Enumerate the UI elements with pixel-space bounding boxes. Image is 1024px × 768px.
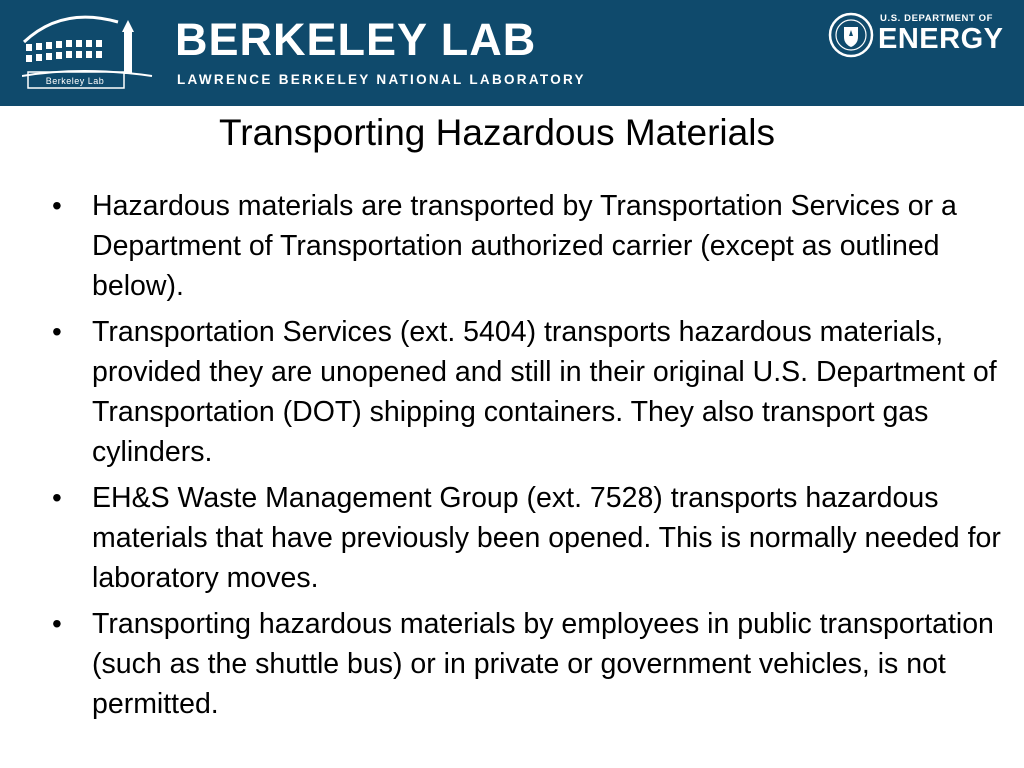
doe-seal-icon bbox=[828, 12, 874, 58]
bullet-dot-icon: • bbox=[52, 608, 62, 639]
bullet-item bbox=[48, 186, 1008, 306]
bullet-item bbox=[48, 604, 1008, 724]
bullet-dot-icon: • bbox=[52, 190, 62, 221]
bullet-text: EH&S Waste Management Group (ext. 7528) transports hazardous materials that have previously been opened. This is normally needed for laboratory moves. bbox=[92, 482, 1001, 594]
bullet-list bbox=[48, 186, 1008, 730]
lab-logo-caption: Berkeley Lab bbox=[45, 76, 105, 86]
bullet-text: Transportation Services (ext. 5404) transports hazardous materials, provided they are unopened and still in their original U.S. Department of Transportation (DOT) shipping containers. They also transport gas cylinders. bbox=[92, 316, 997, 468]
doe-department-label: U.S. DEPARTMENT OF bbox=[880, 13, 994, 24]
lab-subtitle: LAWRENCE BERKELEY NATIONAL LABORATORY bbox=[177, 72, 586, 87]
bullet-text: Hazardous materials are transported by Transportation Services or a Department of Transportation authorized carrier (except as outlined below). bbox=[92, 190, 957, 302]
lab-name: BERKELEY LAB bbox=[175, 14, 537, 65]
header-banner bbox=[0, 0, 1024, 106]
bullet-dot-icon: • bbox=[52, 316, 62, 347]
bullet-item bbox=[48, 478, 1008, 598]
bullet-text: Transporting hazardous materials by employees in public transportation (such as the shuttle bus) or in private or government vehicles, is not permitted. bbox=[92, 608, 994, 720]
bullet-dot-icon: • bbox=[52, 482, 62, 513]
bullet-item bbox=[48, 312, 1008, 472]
slide-title: Transporting Hazardous Materials bbox=[219, 112, 775, 153]
doe-energy-label: ENERGY bbox=[878, 23, 1004, 55]
